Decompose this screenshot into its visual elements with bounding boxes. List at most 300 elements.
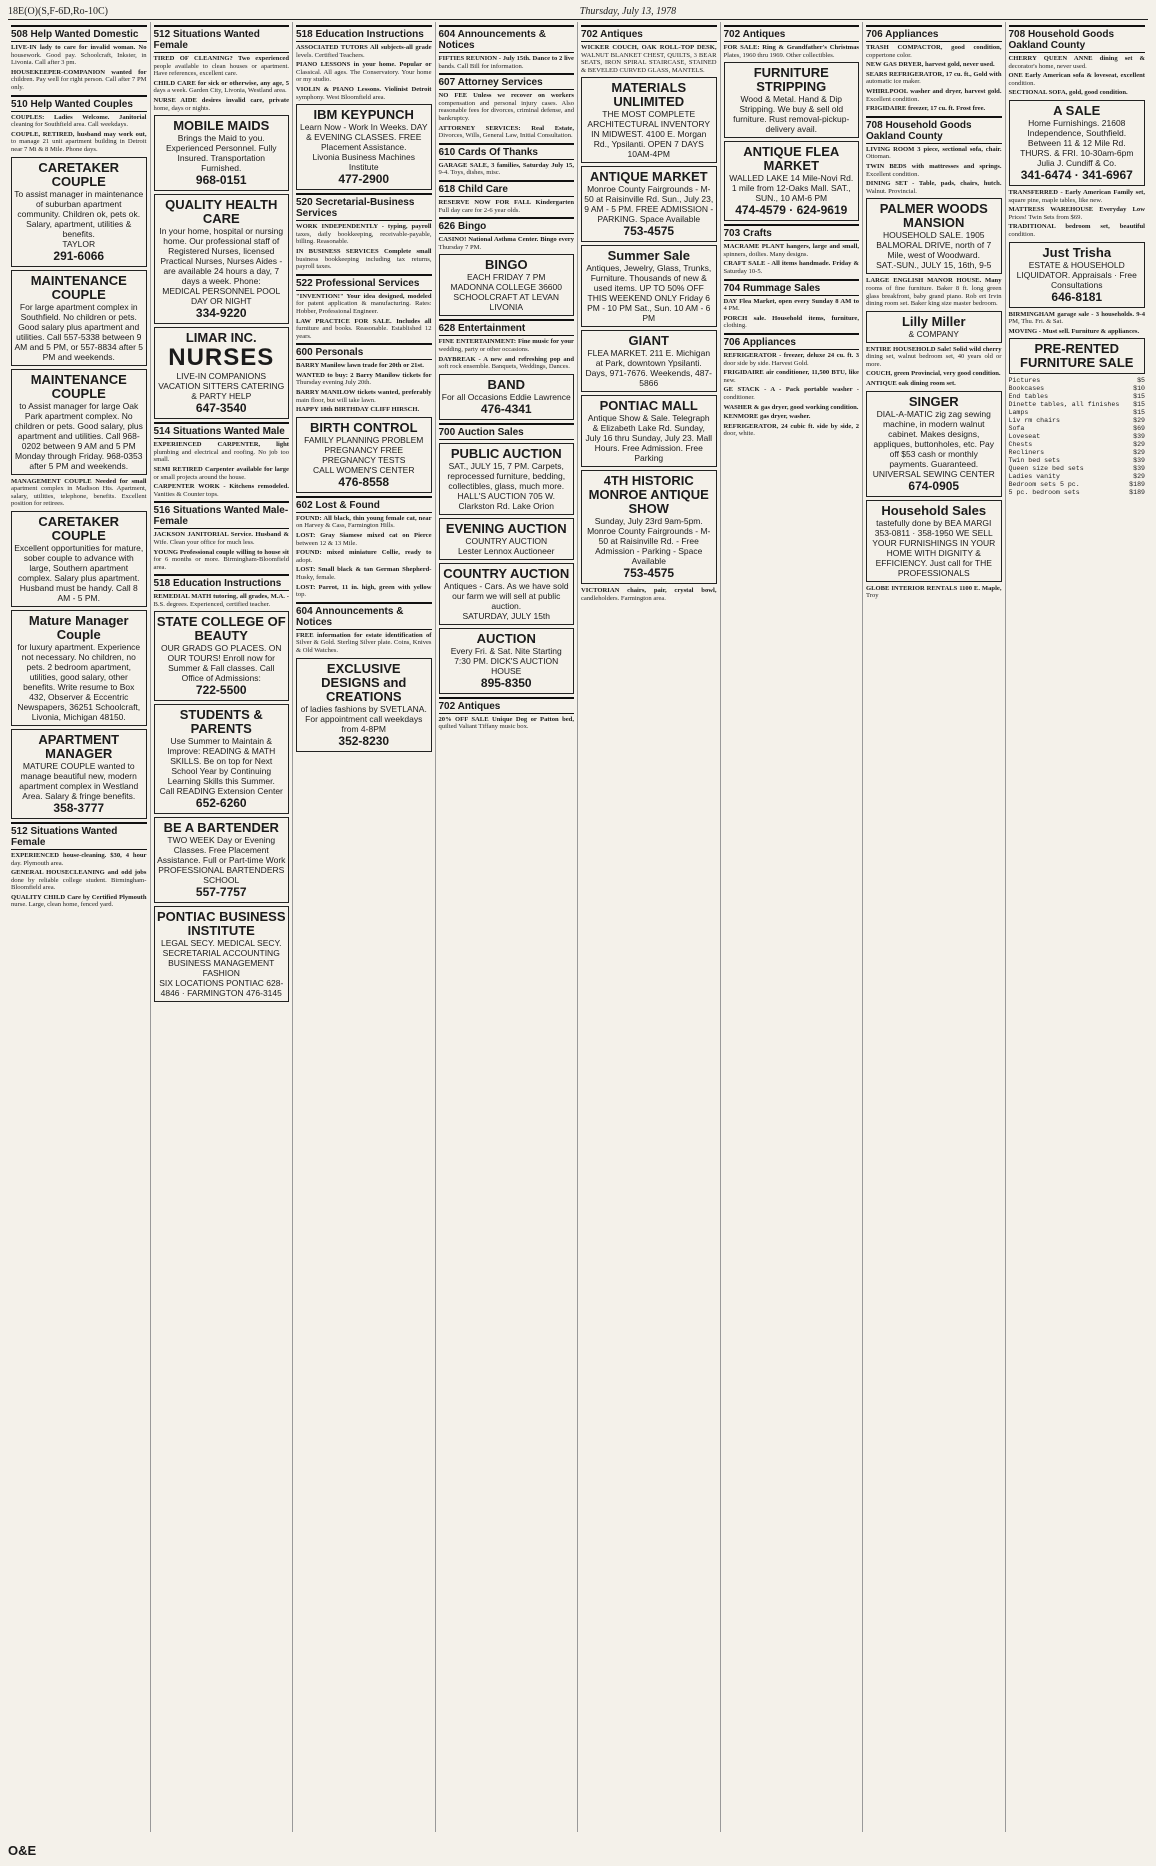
price-row: [1009, 409, 1146, 417]
price-item: Queen size bed sets: [1008, 465, 1084, 473]
display-ad: [724, 141, 860, 221]
display-ad-title: Summer Sale: [607, 248, 690, 264]
display-ad-body: LEGAL SECY. MEDICAL SECY. SECRETARIAL ACCOUNTING BUSINESS MANAGEMENT FASHION: [161, 938, 282, 979]
display-ad-phone: 674-0905: [908, 478, 960, 493]
classified-ad: CHILD CARE for sick or otherwise, any age, 5 days a week. Garden City, Livonia, Westland area.: [153, 79, 289, 95]
section-heading: 702 Antiques: [581, 25, 717, 42]
display-ad-title: MAINTENANCE COUPLE: [30, 272, 127, 302]
classified-ad: REMEDIAL MATH tutoring, all grades, M.A. - B.S. degrees. Experienced, certified teacher.: [153, 593, 289, 608]
classified-ad: TWIN BEDS with mattresses and springs. Excellent condition.: [866, 162, 1002, 178]
display-ad-body: Antiques - Cars. As we have sold our farm we will sell at public auction.: [443, 580, 569, 611]
display-ad-title: STATE COLLEGE OF BEAUTY: [156, 614, 286, 644]
section-heading: 514 Situations Wanted Male: [154, 422, 290, 439]
display-ad-title: PONTIAC BUSINESS INSTITUTE: [156, 909, 286, 939]
display-ad-phone: 352-8230: [338, 733, 390, 748]
classified-ad: LARGE ENGLISH MANOR HOUSE. Many rooms of fine furniture. Baker 8 ft. long green glass breakfront, baby grand piano. Rob ert Irvin dining room set. Baker king size master bedroom.: [866, 277, 1002, 308]
classified-ad: GARAGE SALE, 3 families, Saturday July 15, 9-4. Toys, dishes, misc.: [438, 161, 574, 177]
classified-ad: WASHER & gas dryer, good working condition.: [723, 403, 859, 411]
classified-ad: HOUSEKEEPER-COMPANION wanted for children. Pay well for right person. Call after 7 PM only.: [11, 68, 147, 91]
price-row: [1009, 425, 1146, 433]
section-heading: 610 Cards Of Thanks: [439, 143, 575, 160]
classified-ad: IN BUSINESS SERVICES Complete small business bookkeeping including tax returns, payroll taxes.: [296, 247, 432, 271]
display-ad: [581, 330, 717, 392]
display-ad-phone: 476-4341: [480, 401, 532, 416]
classified-ad: NURSE AIDE desires invalid care, private home, days or nights.: [153, 96, 289, 112]
footer-code: O&E: [8, 1843, 37, 1858]
classified-columns: [8, 22, 1148, 1832]
classified-ad: BARRY MANILOW tickets wanted, preferably main floor, but will take lawn.: [296, 389, 432, 404]
section-heading: 626 Bingo: [439, 217, 575, 234]
section-heading: 600 Personals: [296, 343, 432, 360]
display-ad-body: In your home, hospital or nursing home. Our professional staff of Registered Nurses, licensed Practical Nurses, Nurses Aides - are available 24 hours a day, 7 days a week. Phone:: [159, 226, 284, 287]
classified-ad: COUPLE, RETIRED, husband may work out, to manage 21 unit apartment building in Detroit near 7 Mi & 8 Mile. Phone days.: [11, 130, 147, 153]
display-ad-title: STUDENTS & PARENTS: [179, 707, 263, 737]
display-ad-body: FAMILY PLANNING PROBLEM PREGNANCY FREE PREGNANCY TESTS: [304, 434, 424, 465]
classified-ad: COUPLES: Ladies Welcome. Janitorial cleaning for Southfield area. Call weekdays.: [11, 113, 147, 129]
display-ad-phone: 722-5500: [195, 683, 247, 698]
section-heading: 602 Lost & Found: [296, 496, 432, 513]
price-row: [1009, 457, 1146, 465]
classified-ad: YOUNG Professional couple willing to house sit for 6 months or more. Birmingham-Bloomfield area.: [153, 548, 289, 571]
display-ad-headline: NURSES: [168, 344, 275, 372]
display-ad: [154, 194, 290, 324]
display-ad-body: COUNTRY AUCTION: [465, 535, 548, 546]
display-ad: [439, 443, 575, 515]
display-ad-name: TAYLOR: [62, 238, 96, 249]
display-ad-title: PALMER WOODS MANSION: [879, 201, 988, 231]
display-ad: [1009, 338, 1146, 374]
display-ad-title: MOBILE MAIDS: [173, 118, 270, 134]
display-ad-title: Mature Manager Couple: [28, 612, 129, 642]
section-heading: 618 Child Care: [439, 180, 575, 197]
classified-column: [8, 22, 151, 1832]
section-heading: 512 Situations Wanted Female: [154, 25, 290, 53]
classified-column: [1006, 22, 1149, 1832]
display-ad-title: EVENING AUCTION: [445, 520, 567, 536]
section-heading: 704 Rummage Sales: [724, 279, 860, 296]
display-ad: [866, 391, 1002, 497]
display-ad-body: Sunday, July 23rd 9am-5pm. Monroe County Fairgrounds - M-50 at Raisinville Rd. - Free Admission - Parking - Space Available: [587, 516, 711, 567]
display-ad-body: Learn Now - Work In Weeks. DAY & EVENING CLASSES. FREE Placement Assistance.: [299, 122, 428, 153]
section-heading: 508 Help Wanted Domestic: [11, 25, 147, 42]
display-ad: [11, 729, 147, 819]
classified-ad: LIVING ROOM 3 piece, sectional sofa, chair. Ottoman.: [866, 145, 1002, 161]
classified-ad: QUALITY CHILD Care by Certified Plymouth nurse. Large, clean home, fenced yard.: [11, 893, 147, 909]
price-item: Loveseat: [1008, 433, 1041, 441]
price-item: Liv rm chairs: [1008, 417, 1060, 425]
section-heading: 518 Education Instructions: [296, 25, 432, 42]
classified-ad: ASSOCIATED TUTORS All subjects-all grade levels. Certified Teachers.: [296, 44, 432, 59]
section-heading: 607 Attorney Services: [439, 73, 575, 90]
display-ad-body: Excellent opportunities for mature, sober couple to advance with large, Southern apartment complex. Salary plus apartment. Husband must be handy. Call 8 AM - 5 PM.: [14, 542, 144, 603]
section-heading: 604 Announcements & Notices: [439, 25, 575, 53]
price-list: [1009, 377, 1146, 497]
display-ad-body: ESTATE & HOUSEHOLD LIQUIDATOR. Appraisals · Free Consultations: [1016, 259, 1137, 290]
display-ad-name: UNIVERSAL SEWING CENTER: [872, 468, 995, 479]
display-ad-name: CALL WOMEN'S CENTER: [313, 464, 415, 475]
display-ad-phone: 652-6260: [195, 796, 247, 811]
display-ad-name: MADONNA COLLEGE 36600 SCHOOLCRAFT AT LEVAN LIVONIA: [450, 282, 562, 313]
display-ad-name: SATURDAY, JULY 15th: [462, 610, 551, 621]
classified-ad: GE STACK - A - Pack portable washer - conditioner.: [723, 386, 859, 401]
section-heading: 702 Antiques: [724, 25, 860, 42]
display-ad: [154, 611, 290, 701]
display-ad-phone: 477-2900: [338, 172, 390, 187]
display-ad: [296, 658, 432, 752]
classified-ad: VIOLIN & PIANO Lessons. Violinist Detroit symphony. West Bloomfield area.: [296, 85, 432, 101]
section-heading: 702 Antiques: [439, 697, 575, 714]
price-item: Dinette tables, all finishes: [1008, 401, 1120, 409]
display-ad-phone: 474-4579 · 624-9619: [735, 203, 848, 218]
classified-ad: SEMI RETIRED Carpenter available for large or small projects around the house.: [153, 465, 289, 481]
price-row: [1009, 393, 1146, 401]
classified-ad: CRAFT SALE - All items handmade. Friday & Saturday 10-5.: [723, 260, 859, 275]
price-row: [1009, 417, 1146, 425]
classified-ad: LOST: Parrot, 11 in. high, green with yellow top.: [296, 583, 432, 599]
display-ad-body: OUR GRADS GO PLACES. ON OUR TOURS! Enroll now for Summer & Fall classes. Call Office of Admissions:: [161, 643, 282, 684]
display-ad-title: Household Sales: [881, 502, 987, 518]
price-row: [1009, 385, 1146, 393]
price-item: 5 pc. bedroom sets: [1008, 489, 1080, 497]
display-ad-body: TWO WEEK Day or Evening Classes. Free Placement Assistance. Full or Part-time Work: [157, 835, 286, 866]
price-item: Pictures: [1008, 377, 1041, 385]
display-ad: [581, 470, 717, 584]
display-ad-body: Every Fri. & Sat. Nite Starting 7:30 PM. DICK'S AUCTION HOUSE: [450, 645, 562, 676]
classified-ad: CARPENTER WORK - Kitchens remodeled. Vanities & Counter tops.: [153, 483, 289, 498]
classified-ad: FRIGIDAIRE freezer, 17 cu. ft. Frost free.: [866, 105, 986, 113]
display-ad-body: THE MOST COMPLETE ARCHITECTURAL INVENTORY IN MIDWEST. 4100 E. Morgan Rd., Ypsilanti. OPEN 7 DAYS 10AM-4PM: [587, 109, 711, 160]
display-ad-name: MEDICAL PERSONNEL POOL DAY OR NIGHT: [162, 286, 281, 307]
display-ad: [11, 270, 147, 366]
price-item: Sofa: [1008, 425, 1025, 433]
classified-ad: EXPERIENCED CARPENTER, light plumbing and electrical and roofing. No job too small.: [153, 441, 289, 464]
classified-ad: ENTIRE HOUSEHOLD Sale! Solid wild cherry dining set, walnut bedroom set, 40 years old or more.: [866, 345, 1002, 368]
display-ad-name: PROFESSIONAL BARTENDERS SCHOOL: [158, 865, 285, 886]
section-heading: 510 Help Wanted Couples: [11, 95, 147, 112]
display-ad-body: WALLED LAKE 14 Mile-Novi Rd. 1 mile from 12-Oaks Mall. SAT., SUN., 10 AM-6 PM: [729, 173, 854, 204]
display-ad: [11, 610, 147, 726]
price-value: $39: [1133, 465, 1145, 473]
display-ad: [154, 817, 290, 903]
classified-ad: LOST: Small black & tan German Shepherd-Husky, female.: [296, 566, 432, 581]
display-ad-body: For large apartment complex in Southfield. No children or pets. Good salary plus apartment and utilities. Call 557-5338 between 9 AM and 5 PM, or 557-8834 after 5 PM and weekends.: [14, 301, 144, 362]
classified-ad: MANAGEMENT COUPLE Needed for small apartment complex in Madison Hts. Apartment, salary, utilities, telephone, benefits. Excellent position for retirees.: [11, 477, 147, 508]
display-ad-phone: 646-8181: [1051, 289, 1103, 304]
section-heading: 703 Crafts: [724, 224, 860, 241]
classified-ad: TIRED OF CLEANING? Two experienced people available to clean houses or apartment. Have references, excellent care.: [153, 55, 289, 78]
display-ad: [154, 906, 290, 1002]
display-ad-phone: 476-8558: [338, 474, 390, 489]
display-ad-body: HOUSEHOLD SALE. 1905 BALMORAL DRIVE, north of 7 Mile, west of Woodward.: [876, 230, 992, 261]
price-row: [1009, 377, 1146, 385]
classified-ad: CASINO! National Asthma Center. Bingo every Thursday 7 PM.: [438, 236, 574, 251]
display-ad-phone: 895-8350: [480, 675, 532, 690]
classified-ad: MOVING - Must sell. Furniture & appliances.: [1008, 327, 1140, 335]
display-ad-title: PUBLIC AUCTION: [450, 445, 562, 461]
classified-ad: CHERRY QUEEN ANNE dining set & decorator's home, never used.: [1008, 55, 1145, 70]
display-ad: [11, 157, 147, 267]
display-ad: [581, 77, 717, 163]
display-ad-title: SINGER: [908, 393, 959, 409]
section-heading: 520 Secretarial-Business Services: [296, 193, 432, 221]
classified-ad: TRADITIONAL bedroom set, beautiful condition.: [1008, 223, 1145, 238]
classified-ad: JACKSON JANITORIAL Service. Husband & Wife. Clean your office for much less.: [153, 531, 289, 546]
display-ad-body: & COMPANY: [908, 328, 959, 339]
classified-ad: RESERVE NOW FOR FALL Kindergarten Full day care for 2-6 year olds.: [438, 198, 574, 214]
classified-ad: FOUND: All black, thin young female cat, near on Harvey & Cass, Farmington Hills.: [296, 514, 432, 530]
classified-ad: FINE ENTERTAINMENT: Fine music for your wedding, party or other occasions.: [438, 338, 574, 353]
display-ad-title: PONTIAC MALL: [599, 398, 698, 414]
display-ad: [439, 518, 575, 560]
display-ad-body: Antiques, Jewelry, Glass, Trunks, Furniture. Thousands of new & used items. UP TO 50% OFF THIS WEEKEND ONLY Friday 6 PM - 10 PM Sat., Sun. 10 AM - 6 PM: [586, 263, 712, 324]
classified-ad: NEW GAS DRYER, harvest gold, never used.: [866, 61, 995, 69]
classified-column: [293, 22, 436, 1832]
display-ad: [439, 374, 575, 420]
price-value: $69: [1133, 425, 1145, 433]
display-ad-title: A SALE: [1053, 102, 1101, 118]
display-ad-body: Home Furnishings. 21608 Independence, Southfield. Between 11 & 12 Mile Rd. THURS. & FRI. 10-30am-6pm: [1020, 117, 1134, 158]
display-ad-title: IBM KEYPUNCH: [313, 107, 414, 123]
display-ad: [11, 369, 147, 475]
section-heading: 706 Appliances: [724, 333, 860, 350]
classified-ad: TRANSFERRED - Early American Family set, square pine, maple tables, like new.: [1008, 188, 1145, 204]
price-item: Ladies vanity: [1008, 473, 1060, 481]
classified-ad: GENERAL HOUSECLEANING and odd jobs done by reliable college student. Birmingham-Bloomfield area.: [11, 869, 147, 892]
classified-ad: TRASH COMPACTOR, good condition, coppertone color.: [866, 44, 1002, 59]
price-row: [1009, 449, 1146, 457]
display-ad: [724, 62, 860, 138]
display-ad-body: MATURE COUPLE wanted to manage beautiful new, modern apartment complex in Westland Area. Salary & fringe benefits.: [19, 760, 139, 801]
folio-code: 18E(O)(S,F-6D,Ro-10C): [8, 6, 108, 17]
display-ad-name: Julia J. Cundiff & Co.: [1037, 157, 1117, 168]
display-ad-title: AUCTION: [476, 630, 536, 646]
classified-column: [863, 22, 1006, 1832]
display-ad: [154, 327, 290, 419]
section-heading: 512 Situations Wanted Female: [11, 822, 147, 850]
classified-ad: LOST: Gray Siamese mixed cat on Pierce between 12 & 13 Mile.: [296, 532, 432, 547]
display-ad-phone: 753-4575: [623, 224, 675, 239]
display-ad-title: GIANT: [628, 333, 669, 349]
display-ad-body: For all Occasions Eddie Lawrence: [441, 391, 571, 402]
section-heading: 700 Auction Sales: [439, 423, 575, 440]
price-value: $10: [1133, 385, 1145, 393]
display-ad-title: Just Trisha: [1042, 244, 1112, 260]
display-ad-phone: 358-3777: [53, 800, 105, 815]
classified-ad: LAW PRACTICE FOR SALE. Includes all furniture and books. Reasonable. Established 12 years.: [296, 317, 432, 340]
display-ad-title: MATERIALS UNLIMITED: [611, 80, 687, 110]
classified-ad: WICKER COUCH, OAK ROLL-TOP DESK, WALNUT BLANKET CHEST, QUILTS, 3 BEAR SEATS, IRON SPIRAL STAIRCASE, STAINED & BEVELED CURVED GLASS, MANTELS.: [581, 44, 717, 74]
price-value: $29: [1133, 441, 1145, 449]
price-row: [1009, 489, 1146, 497]
display-ad-title: ANTIQUE FLEA MARKET: [743, 144, 840, 174]
classified-ad: ATTORNEY SERVICES: Real Estate, Divorces, Wills, General Law, Initial Consultation.: [438, 124, 574, 140]
classified-ad: FREE information for estate identification of Silver & Gold. Sterling Silver plate. Coins, Knives & Old Watches.: [296, 631, 432, 654]
classified-ad: NO FEE Unless we recover on workers compensation and personal injury cases. Also reasonable fees for divorces, criminal defense, and bankruptcy.: [438, 92, 574, 122]
display-ad: [581, 245, 717, 327]
price-item: Bookcases: [1008, 385, 1045, 393]
section-heading: 516 Situations Wanted Male-Female: [154, 501, 290, 529]
display-ad-phone: 334-9220: [195, 306, 247, 321]
classified-ad: DINING SET - Table, pads, chairs, hutch. Walnut. Provincial.: [866, 180, 1002, 195]
classified-ad: MACRAME PLANT hangers, large and small, spinners, doilies. Many designs.: [723, 243, 859, 258]
display-ad-title: LIMAR INC.: [185, 330, 257, 346]
classified-ad: ANTIQUE oak dining room set.: [866, 380, 956, 388]
display-ad-name: SIX LOCATIONS PONTIAC 628-4846 · FARMINGTON 476-3145: [159, 978, 284, 999]
classified-ad: WHIRLPOOL washer and dryer, harvest gold. Excellent condition.: [866, 87, 1002, 103]
display-ad-body: for luxury apartment. Experience not necessary. No children, no pets. 2 bedroom apartment, utilities, good salary, other benefits. Write resume to Box 432, Observer & Eccentric Newspapers, 36251 Schoolcraft, Livonia, Michigan 48150.: [17, 641, 141, 722]
classified-column: [151, 22, 294, 1832]
display-ad: [581, 395, 717, 467]
classified-ad: REFRIGERATOR - freezer, deluxe 24 cu. ft. 3 door side by side. Harvest Gold.: [723, 351, 859, 367]
display-ad-body: LIVE-IN COMPANIONS VACATION SITTERS CATERING & PARTY HELP: [158, 371, 285, 402]
display-ad: [296, 104, 432, 190]
section-heading: 628 Entertainment: [439, 319, 575, 336]
display-ad-body: EACH FRIDAY 7 PM: [466, 272, 546, 283]
price-value: $29: [1133, 473, 1145, 481]
price-item: Chests: [1008, 441, 1033, 449]
classified-ad: MATTRESS WAREHOUSE Everyday Low Prices! Twin Sets from $69.: [1008, 206, 1145, 221]
display-ad-title: 4TH HISTORIC MONROE ANTIQUE SHOW: [588, 473, 709, 517]
classified-ad: EXPERIENCED house-cleaning. $30, 4 hour day. Plymouth area.: [11, 851, 147, 867]
display-ad-title: CARETAKER COUPLE: [38, 513, 120, 543]
classified-ad: DAYBREAK - A new and refreshing pop and soft rock ensemble. Banquets, Weddings, Dances.: [438, 355, 574, 371]
display-ad-body: SAT., JULY 15, 7 PM. Carpets, reprocessed furniture, bedding, collectibles, glass, much more.: [447, 460, 566, 491]
classified-ad: FOUND: mixed miniature Collie, ready to adopt.: [296, 549, 432, 564]
display-ad-name: HALL'S AUCTION 705 W. Clarkston Rd. Lake Orion: [457, 490, 556, 511]
display-ad-body: to Assist manager for large Oak Park apartment complex. No children or pets. Good salary, plus apartment and utilities. Call 968-0202 between 9 AM and 5 PM Monday through Friday. 968-0353 after 5 PM and weekends.: [14, 400, 143, 471]
classified-ad: FRIGIDAIRE air conditioner, 11,500 BTU, like new.: [723, 369, 859, 384]
classified-ad: SECTIONAL SOFA, gold, good condition.: [1008, 89, 1128, 97]
display-ad-body: Antique Show & Sale. Telegraph & Elizabeth Lake Rd. Sunday, July 16 thru Sunday, July 23. Mall Hours. Free Admission. Free Parking: [585, 413, 712, 464]
display-ad: [11, 511, 147, 607]
price-row: [1009, 481, 1146, 489]
price-value: $39: [1133, 457, 1145, 465]
display-ad: [866, 198, 1002, 274]
display-ad-body: tastefully done by BEA MARGI 353-0811 · 358-1950 WE SELL YOUR FURNISHINGS IN YOUR HOME WITH DIGNITY & EFFICIENCY. Just call for THE PROFESSIONALS: [872, 517, 996, 578]
display-ad-title: MAINTENANCE COUPLE: [30, 371, 127, 401]
display-ad: [296, 417, 432, 493]
display-ad: [866, 500, 1002, 582]
display-ad: [581, 166, 717, 242]
price-item: Twin bed sets: [1008, 457, 1060, 465]
price-value: $5: [1137, 377, 1145, 385]
section-heading: 708 Household Goods Oakland County: [1009, 25, 1146, 53]
display-ad-name: Call READING Extension Center: [159, 786, 283, 797]
display-ad: [154, 115, 290, 191]
display-ad-name: Livonia Business Machines Institute: [312, 152, 416, 173]
display-ad-phone: 647-3540: [195, 401, 247, 416]
display-ad: [154, 704, 290, 814]
display-ad-body: Monroe County Fairgrounds - M-50 at Raisinville Rd. Sun., July 23, 9 AM - 5 PM. FREE ADMISSION - PARKING. Space Available: [584, 184, 714, 225]
display-ad-title: COUNTRY AUCTION: [443, 565, 570, 581]
display-ad-title: ANTIQUE MARKET: [589, 169, 708, 185]
display-ad-body: DIAL-A-MATIC zig zag sewing machine, in modern walnut cabinet. Makes designs, appliques, buttonholes, etc. Pay off $53 cash or monthly payments. Guaranteed.: [873, 408, 994, 469]
price-value: $189: [1129, 481, 1145, 489]
display-ad-title: BIRTH CONTROL: [309, 419, 418, 435]
display-ad-title: APARTMENT MANAGER: [38, 731, 120, 761]
classified-ad: FOR SALE: Ring & Grandfather's Christmas Plates, 1960 thru 1969. Other collectibles.: [723, 44, 859, 59]
section-heading: 604 Announcements & Notices: [296, 602, 432, 630]
classified-ad: REFRIGERATOR, 24 cubic ft. side by side, 2 door, white.: [723, 422, 859, 438]
display-ad-phone: 341-6474 · 341-6967: [1020, 167, 1133, 182]
display-ad-phone: 557-7757: [195, 885, 247, 900]
price-item: Bedroom sets 5 pc.: [1008, 481, 1080, 489]
classified-ad: FIFTIES REUNION - July 15th. Dance to 2 live bands. Call Bill for information.: [438, 55, 574, 70]
classified-ad: PIANO LESSONS in your home. Popular or Classical. All ages. The Conservatory. Your home or my studio.: [296, 61, 432, 84]
classified-ad: BARRY Manilow lawn trade for 20th or 21st.: [296, 362, 424, 370]
classified-ad: "INVENTION!" Your idea designed, modeled for patent application & manufacturing. Rates: Hobber, Professional Engineer.: [296, 292, 432, 315]
classified-column: [436, 22, 579, 1832]
display-ad-phone: 968-0151: [195, 173, 247, 188]
price-row: [1009, 441, 1146, 449]
classified-ad: VICTORIAN chairs, pair, crystal bowl, candleholders. Farmington area.: [581, 587, 717, 602]
display-ad-title: QUALITY HEALTH CARE: [165, 197, 278, 227]
classified-ad: COUCH, green Provincial, very good condition.: [866, 370, 1001, 378]
section-heading: 518 Education Instructions: [154, 574, 290, 591]
price-value: $189: [1129, 489, 1145, 497]
display-ad-body: Brings the Maid to you. Experienced Personnel. Fully Insured. Transportation Furnished.: [165, 133, 277, 174]
price-row: [1009, 473, 1146, 481]
price-item: End tables: [1008, 393, 1049, 401]
price-item: Recliners: [1008, 449, 1045, 457]
display-ad-title: CARETAKER COUPLE: [38, 159, 120, 189]
classified-ad: SEARS REFRIGERATOR, 17 cu. ft., Gold with automatic ice maker.: [866, 70, 1002, 86]
price-row: [1009, 401, 1146, 409]
classified-ad: KENMORE gas dryer, washer.: [723, 413, 811, 421]
price-value: $39: [1133, 433, 1145, 441]
display-ad-phone: 753-4575: [623, 566, 675, 581]
price-value: $29: [1133, 417, 1145, 425]
display-ad: [439, 628, 575, 694]
display-ad-title: FURNITURE STRIPPING: [753, 65, 829, 95]
display-ad-phone: 291-6066: [53, 248, 105, 263]
display-ad: [439, 254, 575, 316]
classified-column: [578, 22, 721, 1832]
display-ad-body: of ladies fashions by SVETLANA. For appointment call weekdays from 4-8PM: [300, 703, 427, 734]
classified-ad: ONE Early American sofa & loveseat, excellent condition.: [1008, 72, 1145, 87]
display-ad-title: PRE-RENTED FURNITURE SALE: [1020, 341, 1134, 371]
classified-ad: HAPPY 18th BIRTHDAY CLIFF HIRSCH.: [296, 406, 420, 414]
price-item: Lamps: [1008, 409, 1029, 417]
section-heading: 522 Professional Services: [296, 274, 432, 291]
display-ad-name: Lester Lennox Auctioneer: [458, 545, 555, 556]
display-ad-title: Lilly Miller: [901, 313, 966, 329]
display-ad-body: Use Summer to Maintain & Improve: READING & MATH SKILLS. Be on top for Next School Year by Continuing Learning Skills this Summer.: [167, 736, 276, 787]
classified-ad: WANTED to buy: 2 Barry Manilow tickets for Thursday evening July 20th.: [296, 371, 432, 387]
price-value: $15: [1133, 401, 1145, 409]
display-ad: [1009, 100, 1146, 186]
classified-column: [721, 22, 864, 1832]
classified-ad: LIVE-IN lady to care for invalid woman. No housework. Good pay. Schoolcraft, Inkster, in Livonia. Call after 3 pm.: [11, 44, 147, 67]
price-row: [1009, 465, 1146, 473]
price-value: $15: [1133, 393, 1145, 401]
display-ad: [866, 311, 1002, 343]
display-ad-body: Wood & Metal. Hand & Dip Stripping. We buy & sell old furniture. Rust removal-pickup-delivery avail.: [733, 94, 850, 135]
classified-ad: PORCH sale. Household items, furniture, clothing.: [723, 314, 859, 330]
classified-ad: GLOBE INTERIOR RENTALS 1100 E. Maple, Troy: [866, 584, 1002, 600]
display-ad-name: SAT.-SUN., JULY 15, 16th, 9-5: [876, 260, 992, 271]
display-ad-title: BINGO: [484, 257, 528, 273]
price-value: $29: [1133, 449, 1145, 457]
classified-ad: BIRMINGHAM garage sale - 3 households. 9-4 PM, Thu. Fri. & Sat.: [1008, 310, 1145, 326]
page-folio: [8, 6, 1148, 20]
classified-ad: 20% OFF SALE Unique Dog or Patton bed, quilted Valiant Tiffany music box.: [438, 715, 574, 731]
display-ad-title: BE A BARTENDER: [163, 820, 279, 836]
display-ad-body: To assist manager in maintenance of suburban apartment community. Children ok, pets ok. Salary, apartment, utilities & benefits.: [14, 188, 144, 239]
display-ad: [439, 563, 575, 625]
display-ad: [1009, 242, 1146, 308]
display-ad-title: BAND: [487, 376, 526, 392]
